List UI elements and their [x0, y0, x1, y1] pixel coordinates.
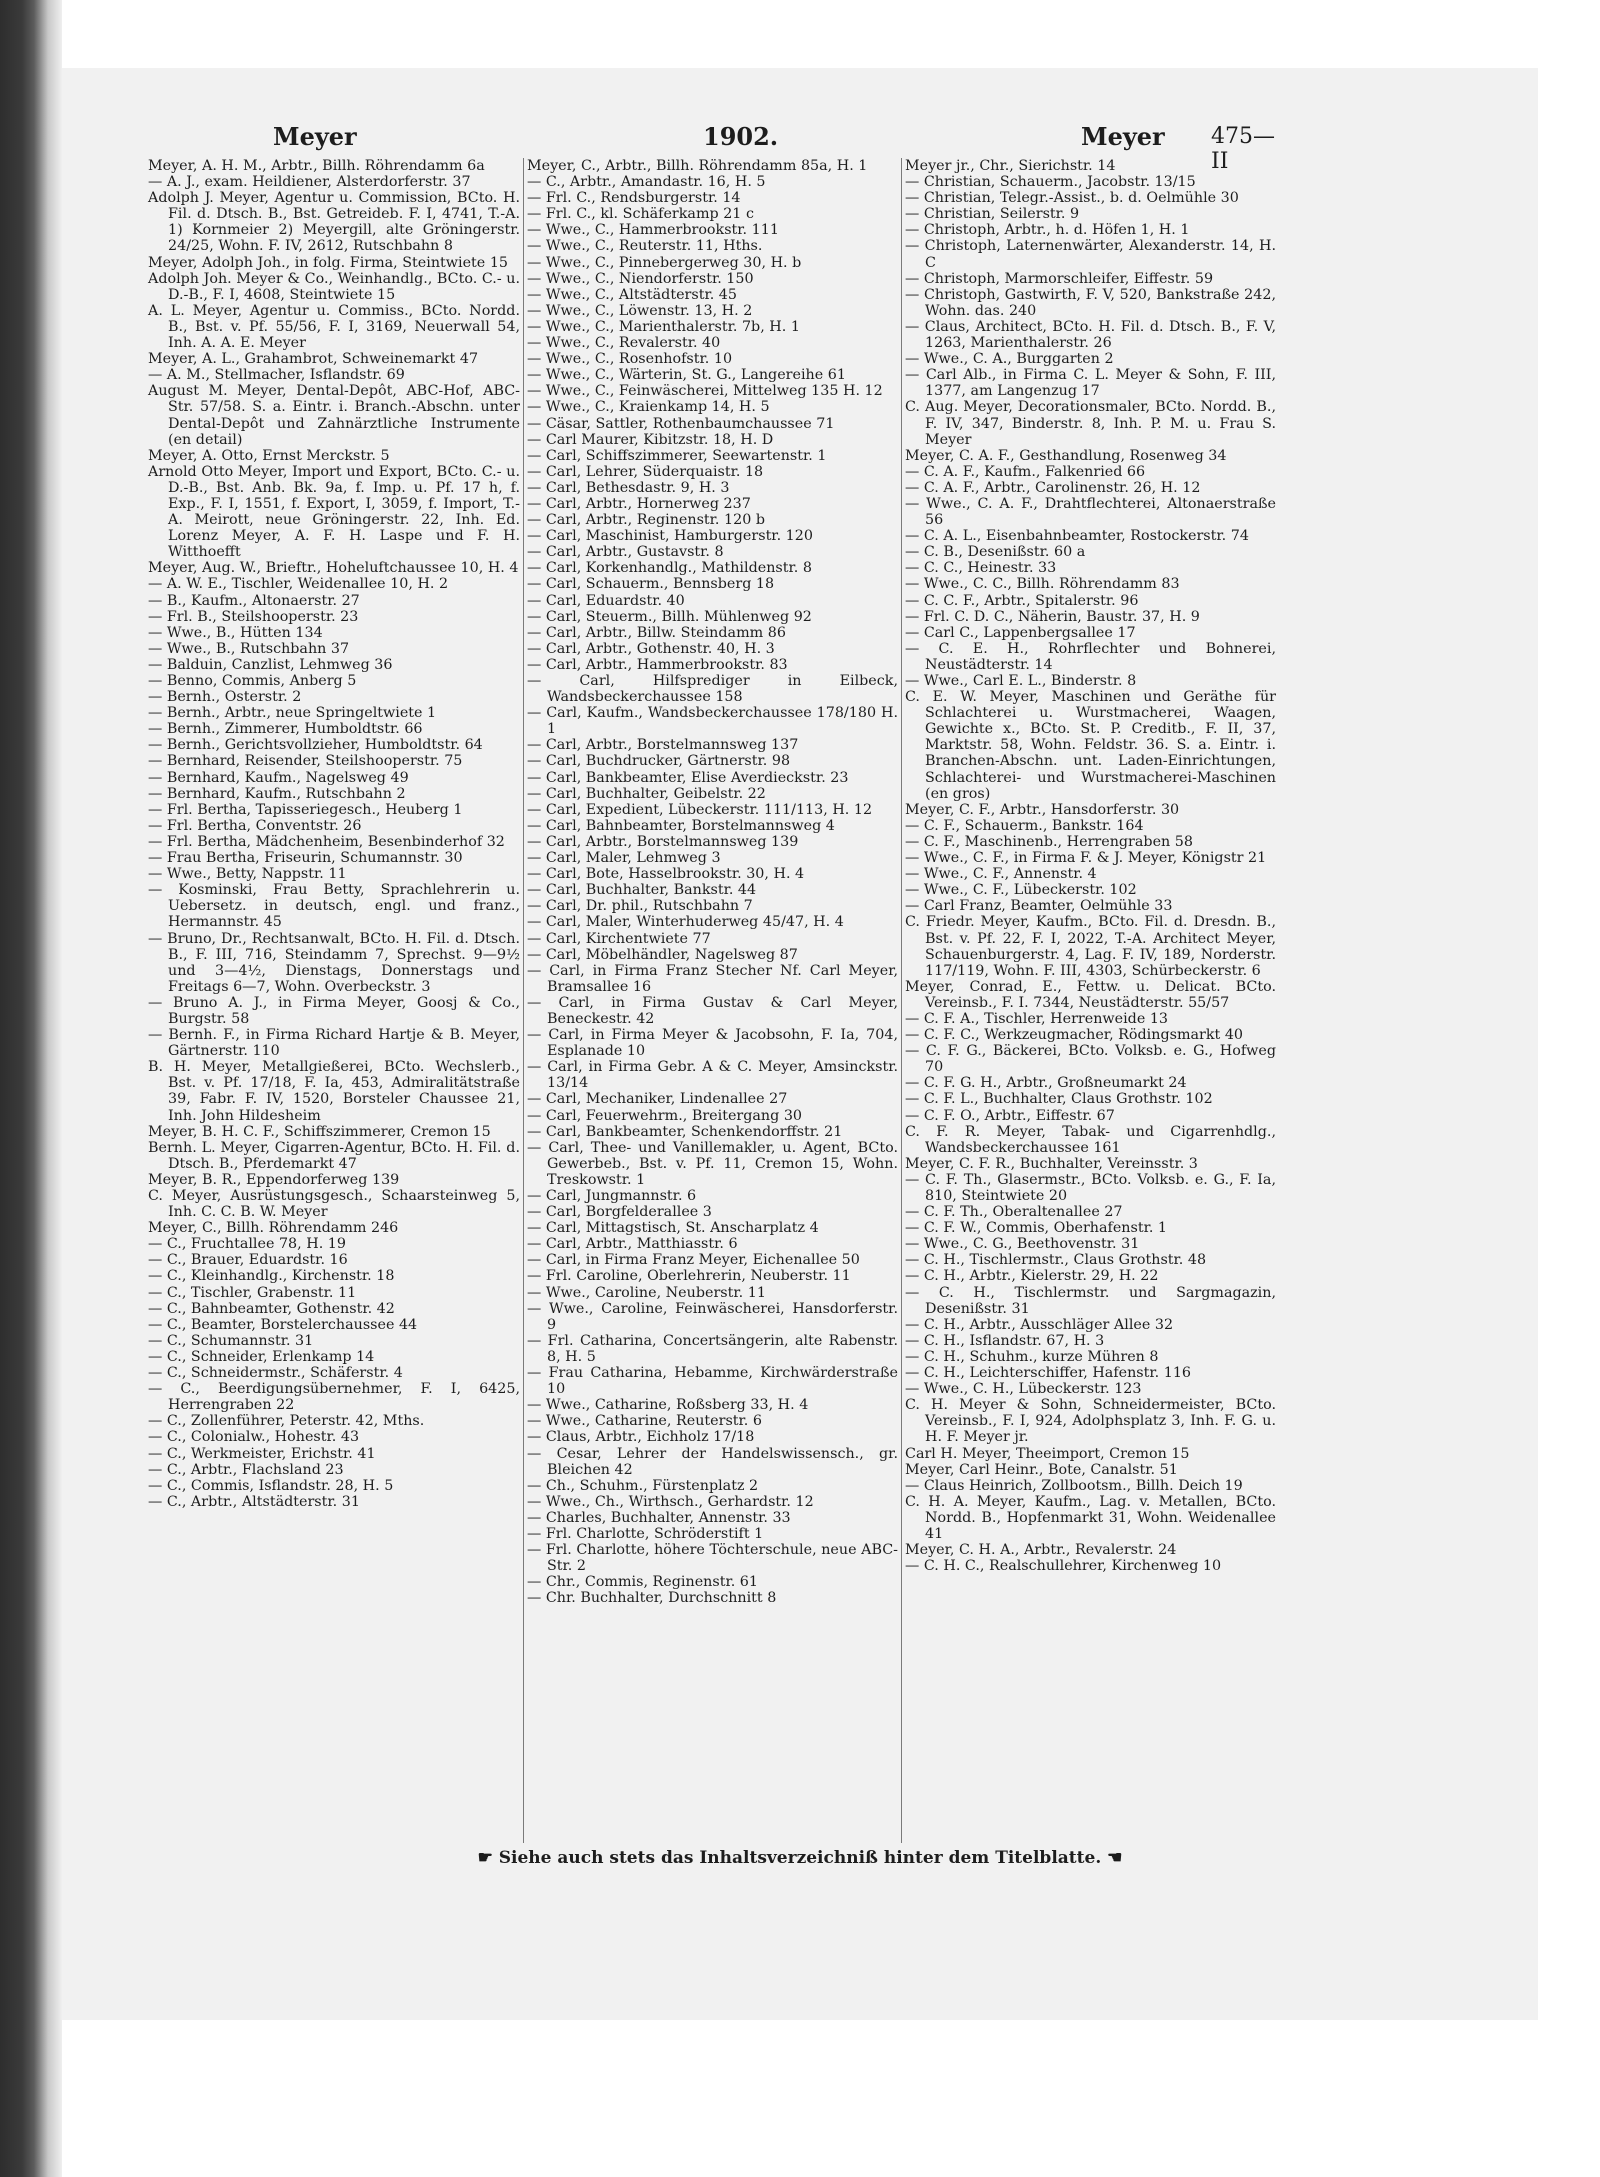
directory-entry: — Carl, Maler, Lehmweg 3 [527, 850, 721, 867]
directory-entry: — C. H., Leichterschiffer, Hafenstr. 116 [905, 1365, 1192, 1382]
directory-entry: — C. C., Heinestr. 33 [905, 560, 1057, 577]
directory-columns [145, 158, 1280, 1843]
directory-entry: — Carl, Eduardstr. 40 [527, 592, 685, 609]
directory-entry: — A. W. E., Tischler, Weidenallee 10, H. 2 [148, 576, 449, 593]
directory-entry: Meyer, C., Arbtr., Billh. Röhrendamm 85a, H. 1 [527, 158, 868, 174]
directory-entry: — Carl, Arbtr., Borstelmannsweg 137 [527, 737, 799, 754]
column-2 [523, 158, 901, 1843]
directory-entry: — C., Colonialw., Hohestr. 43 [148, 1429, 360, 1446]
directory-entry: — C. B., Desenißstr. 60 a [905, 544, 1086, 561]
directory-entry: — C., Schneidermstr., Schäferstr. 4 [148, 1365, 403, 1382]
directory-entry: C. F. R. Meyer, Tabak- und Cigarrenhdlg., Wandsbeckerchaussee 161 [905, 1123, 1276, 1156]
directory-entry: — Bernh., Zimmerer, Humboldtstr. 66 [148, 721, 423, 738]
directory-entry: — Carl, Arbtr., Hammerbrookstr. 83 [527, 656, 788, 673]
directory-entry: — B., Kaufm., Altonaerstr. 27 [148, 592, 360, 609]
directory-entry: — Carl, Arbtr., Hornerweg 237 [527, 495, 751, 512]
directory-entry: Meyer, A. H. M., Arbtr., Billh. Röhrendamm 6a [148, 158, 485, 174]
directory-entry: Carl H. Meyer, Theeimport, Cremon 15 [905, 1445, 1190, 1462]
directory-entry: — Wwe., C., Altstädterstr. 45 [527, 286, 737, 303]
directory-entry: — Wwe., C., Pinnebergerweg 30, H. b [527, 254, 802, 271]
directory-entry: — Bernhard, Reisender, Steilshooperstr. 75 [148, 753, 463, 770]
directory-entry: — Frl. Caroline, Oberlehrerin, Neuberstr. 11 [527, 1268, 851, 1285]
directory-entry: — Bernhard, Kaufm., Rutschbahn 2 [148, 785, 406, 802]
directory-entry: — C. C. F., Arbtr., Spitalerstr. 96 [905, 592, 1139, 609]
directory-entry: — Wwe., C., Kraienkamp 14, H. 5 [527, 399, 770, 416]
directory-entry: — C. F. Th., Oberaltenallee 27 [905, 1204, 1123, 1221]
directory-entry: — Carl, Hilfsprediger in Eilbeck, Wandsbeckerchaussee 158 [527, 673, 898, 706]
directory-entry: C. H. A. Meyer, Kaufm., Lag. v. Metallen, BCto. Nordd. B., Hopfenmarkt 31, Wohn. Weidenallee 41 [905, 1493, 1276, 1542]
directory-entry: — Christoph, Marmorschleifer, Eiffestr. 59 [905, 270, 1214, 287]
directory-entry: — C. H. C., Realschullehrer, Kirchenweg 10 [905, 1558, 1222, 1575]
directory-entry: — Ch., Schuhm., Fürstenplatz 2 [527, 1477, 759, 1494]
directory-entry: — Carl, Expedient, Lübeckerstr. 111/113, H. 12 [527, 801, 873, 818]
directory-entry: Meyer, Carl Heinr., Bote, Canalstr. 51 [905, 1461, 1178, 1478]
directory-entry: — Bruno, Dr., Rechtsanwalt, BCto. H. Fil. d. Dtsch. B., F. III, 716, Steindamm 7, Sprechst. 9—9½ und 3—4½, Dienstags, Donnerstags und Freitags 6—7, Wohn. Overbeckstr. 3 [148, 930, 520, 995]
directory-entry: — C. F. L., Buchhalter, Claus Grothstr. 102 [905, 1091, 1213, 1108]
directory-entry: — Carl, Arbtr., Matthiasstr. 6 [527, 1236, 738, 1253]
directory-entry: — Christoph, Laternenwärter, Alexanderstr. 14, H. C [905, 238, 1276, 271]
directory-entry: — Frl. Charlotte, Schröderstift 1 [527, 1525, 764, 1542]
directory-entry: — Carl, Buchhalter, Geibelstr. 22 [527, 785, 766, 802]
directory-entry: — Bernh., Gerichtsvollzieher, Humboldtstr. 64 [148, 737, 483, 754]
directory-entry: — Bruno A. J., in Firma Meyer, Goosj & Co., Burgstr. 58 [148, 994, 520, 1027]
directory-entry: — Carl, Bankbeamter, Schenkendorffstr. 21 [527, 1123, 843, 1140]
header-center: 1902. [703, 122, 779, 151]
directory-entry: — C. A. L., Eisenbahnbeamter, Rostockerstr. 74 [905, 528, 1249, 545]
directory-entry: — Wwe., C., Wärterin, St. G., Langereihe 61 [527, 367, 846, 384]
directory-entry: — Carl, Thee- und Vanillemakler, u. Agent, BCto. Gewerbeb., Bst. v. Pf. 11, Cremon 15, Wohn. Treskowstr. 1 [527, 1139, 898, 1188]
directory-entry: — Claus, Architect, BCto. H. Fil. d. Dtsch. B., F. V, 1263, Marienthalerstr. 26 [905, 318, 1276, 352]
directory-entry: — Carl, Buchdrucker, Gärtnerstr. 98 [527, 753, 791, 770]
directory-entry: — Carl, Feuerwehrm., Breitergang 30 [527, 1107, 803, 1124]
directory-entry: Meyer jr., Chr., Sierichstr. 14 [905, 158, 1116, 174]
directory-entry: — Wwe., C. A., Burggarten 2 [905, 351, 1114, 368]
directory-entry: — Carl, Bahnbeamter, Borstelmannsweg 4 [527, 817, 835, 834]
directory-entry: — Wwe., C., Niendorferstr. 150 [527, 270, 754, 287]
directory-entry: — Wwe., C. F., Lübeckerstr. 102 [905, 882, 1137, 899]
page-number: 475—II [1211, 124, 1275, 174]
directory-entry: — Carl, Korkenhandlg., Mathildenstr. 8 [527, 560, 812, 577]
scan-edge [0, 0, 62, 2177]
directory-entry: C. H. Meyer & Sohn, Schneidermeister, BCto. Vereinsb., F. I, 924, Adolphsplatz 3, Inh. F. G. u. H. F. Meyer jr. [905, 1397, 1276, 1446]
directory-entry: — C., Commis, Isflandstr. 28, H. 5 [148, 1477, 394, 1494]
column-1 [145, 158, 523, 1843]
directory-entry: Meyer, C. F. R., Buchhalter, Vereinsstr. 3 [905, 1155, 1198, 1172]
directory-entry: — C., Beamter, Borstelerchaussee 44 [148, 1316, 418, 1333]
directory-entry: — Wwe., C., Hammerbrookstr. 111 [527, 222, 779, 239]
directory-entry: — C. F. W., Commis, Oberhafenstr. 1 [905, 1220, 1168, 1237]
directory-entry: Bernh. L. Meyer, Cigarren-Agentur, BCto. H. Fil. d. Dtsch. B., Pferdemarkt 47 [148, 1139, 520, 1172]
directory-entry: — C., Fruchtallee 78, H. 19 [148, 1236, 346, 1253]
directory-entry: — Carl Maurer, Kibitzstr. 18, H. D [527, 431, 774, 448]
directory-entry: — C. F. G. H., Arbtr., Großneumarkt 24 [905, 1075, 1187, 1092]
directory-entry: — Benno, Commis, Anberg 5 [148, 673, 357, 689]
directory-entry: — Carl, Schauerm., Bennsberg 18 [527, 576, 775, 593]
directory-entry: Meyer, A. L., Grahambrot, Schweinemarkt 47 [148, 351, 479, 368]
directory-entry: — Frl. C., Rendsburgerstr. 14 [527, 190, 741, 207]
directory-entry: — Wwe., C., Reuterstr. 11, Hths. [527, 238, 763, 255]
directory-entry: — Wwe., C. F., in Firma F. & J. Meyer, Königstr 21 [905, 850, 1267, 867]
directory-entry: Meyer, B. H. C. F., Schiffszimmerer, Cremon 15 [148, 1123, 491, 1140]
directory-entry: — Carl, Buchhalter, Bankstr. 44 [527, 882, 757, 899]
directory-entry: — C., Tischler, Grabenstr. 11 [148, 1284, 357, 1301]
directory-entry: — Wwe., B., Hütten 134 [148, 624, 323, 641]
directory-entry: — Wwe., Caroline, Feinwäscherei, Hansdorferstr. 9 [527, 1300, 898, 1333]
directory-entry: — Wwe., C., Rosenhofstr. 10 [527, 351, 733, 368]
directory-entry: — C. F. O., Arbtr., Eiffestr. 67 [905, 1107, 1115, 1124]
directory-entry: Meyer, Aug. W., Brieftr., Hoheluftchaussee 10, H. 4 [148, 560, 519, 577]
directory-entry: Meyer, Adolph Joh., in folg. Firma, Steintwiete 15 [148, 254, 509, 271]
directory-entry: — C. H., Isflandstr. 67, H. 3 [905, 1332, 1105, 1349]
directory-entry: — C. A. F., Kaufm., Falkenried 66 [905, 463, 1146, 480]
directory-entry: Meyer, C. H. A., Arbtr., Revalerstr. 24 [905, 1542, 1177, 1559]
directory-entry: — Frl. C. D. C., Näherin, Baustr. 37, H. 9 [905, 608, 1200, 625]
directory-entry: — Carl, Arbtr., Billw. Steindamm 86 [527, 624, 786, 641]
directory-entry: — Claus Heinrich, Zollbootsm., Billh. Deich 19 [905, 1477, 1243, 1494]
directory-entry: — Frau Catharina, Hebamme, Kirchwärderstraße 10 [527, 1365, 898, 1398]
directory-entry: — Frl. Bertha, Mädchenheim, Besenbinderhof 32 [148, 833, 505, 850]
directory-entry: C. Meyer, Ausrüstungsgesch., Schaarsteinweg 5, Inh. C. C. B. W. Meyer [148, 1188, 520, 1221]
directory-entry: — Carl, Mechaniker, Lindenallee 27 [527, 1091, 788, 1108]
directory-entry: Meyer, A. Otto, Ernst Merckstr. 5 [148, 447, 390, 464]
directory-entry: — C. F., Maschinenb., Herrengraben 58 [905, 833, 1193, 850]
directory-entry: — Carl, Maler, Winterhuderweg 45/47, H. 4 [527, 914, 844, 931]
directory-entry: — Carl, Mittagstisch, St. Anscharplatz 4 [527, 1220, 819, 1237]
directory-entry: — C. H., Arbtr., Kielerstr. 29, H. 22 [905, 1268, 1159, 1285]
directory-entry: — Bernh. F., in Firma Richard Hartje & B. Meyer, Gärtnerstr. 110 [148, 1027, 520, 1060]
directory-entry: — C., Zollenführer, Peterstr. 42, Mths. [148, 1413, 425, 1430]
directory-entry: — C., Arbtr., Altstädterstr. 31 [148, 1493, 360, 1510]
directory-entry: — Carl, Lehrer, Süderquaistr. 18 [527, 463, 764, 480]
directory-entry: — Wwe., C. G., Beethovenstr. 31 [905, 1236, 1140, 1253]
directory-entry: — Claus, Arbtr., Eichholz 17/18 [527, 1429, 755, 1446]
directory-entry: Meyer, Conrad, E., Fettw. u. Delicat. BCto. Vereinsb., F. I. 7344, Neustädterstr. 55/57 [905, 978, 1276, 1011]
directory-entry: Arnold Otto Meyer, Import und Export, BCto. C.- u. D.-B., Bst. Anb. Bk. 9a, f. Imp. u. Pf. 17 h, f. Exp., F. I, 1551, f. Export, I, 3059, f. Import, T.-A. Meirott, neue Gröningerstr. 22, Inh. Ed. Lorenz Meyer, A. F. H. Laspe und F. H. Witthoefft [148, 463, 520, 561]
directory-entry: — Frl. C., kl. Schäferkamp 21 c [527, 206, 754, 223]
directory-entry: C. Aug. Meyer, Decorationsmaler, BCto. Nordd. B., F. IV, 347, Binderstr. 8, Inh. P. M. u. Frau S. Meyer [905, 399, 1276, 448]
directory-entry: Meyer, C., Billh. Röhrendamm 246 [148, 1220, 399, 1237]
directory-entry: — Chr. Buchhalter, Durchschnitt 8 [527, 1590, 777, 1607]
directory-entry: — Bernh., Osterstr. 2 [148, 689, 302, 706]
directory-entry: Meyer, C. A. F., Gesthandlung, Rosenweg 34 [905, 447, 1227, 464]
directory-entry: Meyer, B. R., Eppendorferweg 139 [148, 1171, 400, 1188]
directory-entry: — Frau Bertha, Friseurin, Schumannstr. 30 [148, 850, 463, 867]
directory-entry: Meyer, C. F., Arbtr., Hansdorferstr. 30 [905, 801, 1180, 818]
directory-entry: — Frl. Bertha, Conventstr. 26 [148, 817, 362, 834]
directory-entry: — Carl, Bethesdastr. 9, H. 3 [527, 479, 730, 496]
directory-entry: — C. H., Tischlermstr., Claus Grothstr. 48 [905, 1252, 1207, 1269]
directory-entry: — Bernhard, Kaufm., Nagelsweg 49 [148, 769, 409, 786]
directory-entry: A. L. Meyer, Agentur u. Commiss., BCto. Nordd. B., Bst. v. Pf. 55/56, F. I, 3169, Neuerwall 54, Inh. A. A. E. Meyer [148, 302, 520, 352]
directory-entry: — Balduin, Canzlist, Lehmweg 36 [148, 656, 393, 673]
directory-entry: — C. F., Schauerm., Bankstr. 164 [905, 817, 1144, 834]
directory-entry: — Christian, Schauerm., Jacobstr. 13/15 [905, 174, 1196, 191]
directory-entry: — Bernh., Arbtr., neue Springeltwiete 1 [148, 705, 437, 722]
directory-entry: — Carl, in Firma Gustav & Carl Meyer, Beneckestr. 42 [527, 994, 898, 1027]
directory-entry: — C. F. A., Tischler, Herrenweide 13 [905, 1010, 1169, 1027]
directory-entry: — Wwe., C., Marienthalerstr. 7b, H. 1 [527, 318, 800, 335]
directory-entry: — C. H., Arbtr., Ausschläger Allee 32 [905, 1316, 1174, 1333]
directory-entry: — Carl, Arbtr., Reginenstr. 120 b [527, 512, 765, 529]
directory-entry: — Carl, Borgfelderallee 3 [527, 1204, 712, 1221]
directory-entry: — C., Arbtr., Amandastr. 16, H. 5 [527, 174, 766, 191]
directory-entry: C. E. W. Meyer, Maschinen und Geräthe für Schlachterei u. Wurstmacherei, Waagen, Gewichte x., BCto. St. P. Creditb., F. II, 37, Marktstr. 58, Wohn. Feldstr. 36. S. a. Eintr. i. Branchen-Abschn. unt. Laden-Einrichtungen, Schlachterei- und Wurstmacherei-Maschinen (en gros) [905, 689, 1276, 802]
directory-entry: — Chr., Commis, Reginenstr. 61 [527, 1574, 758, 1591]
directory-entry: — Wwe., C. A. F., Drahtflechterei, Altonaerstraße 56 [905, 495, 1276, 529]
directory-entry: — C., Schneider, Erlenkamp 14 [148, 1348, 375, 1365]
directory-entry: — Christoph, Gastwirth, F. V, 520, Bankstraße 242, Wohn. das. 240 [905, 286, 1276, 319]
directory-entry: — Wwe., C. C., Billh. Röhrendamm 83 [905, 576, 1180, 593]
directory-entry: — Carl, Schiffszimmerer, Seewartenstr. 1 [527, 447, 827, 464]
directory-entry: — C. H., Schuhm., kurze Mühren 8 [905, 1348, 1159, 1365]
directory-entry: — Wwe., Caroline, Neuberstr. 11 [527, 1284, 766, 1301]
header-right: Meyer [1081, 122, 1165, 151]
directory-entry: — Charles, Buchhalter, Annenstr. 33 [527, 1509, 791, 1526]
directory-entry: — Wwe., Catharine, Reuterstr. 6 [527, 1413, 762, 1430]
directory-entry: — Carl, Arbtr., Gothenstr. 40, H. 3 [527, 640, 775, 657]
directory-entry: — Carl, in Firma Franz Stecher Nf. Carl Meyer, Bramsallee 16 [527, 962, 898, 995]
directory-entry: C. Friedr. Meyer, Kaufm., BCto. Fil. d. Dresdn. B., Bst. v. Pf. 22, F. I, 2022, T.-A. Architect Meyer, Schauenburgerstr. 4, Lag. F. IV, 189, Norderstr. 117/119, Wohn. F. III, 4303, Schürbeckerstr. 6 [905, 914, 1276, 979]
directory-entry: — Cäsar, Sattler, Rothenbaumchaussee 71 [527, 415, 835, 432]
directory-entry: — Carl, Möbelhändler, Nagelsweg 87 [527, 946, 798, 963]
directory-entry: — Wwe., C., Löwenstr. 13, H. 2 [527, 302, 753, 319]
directory-entry: — C., Werkmeister, Erichstr. 41 [148, 1445, 376, 1462]
directory-entry: — Carl, Steuerm., Billh. Mühlenweg 92 [527, 608, 812, 625]
directory-entry: — Kosminski, Frau Betty, Sprachlehrerin u. Uebersetz. in deutsch, engl. und franz., Hermannstr. 45 [148, 882, 520, 931]
directory-entry: — C., Kleinhandlg., Kirchenstr. 18 [148, 1268, 395, 1285]
column-3 [901, 158, 1279, 1843]
directory-entry: — Wwe., C. H., Lübeckerstr. 123 [905, 1381, 1142, 1398]
directory-entry: — Frl. B., Steilshooperstr. 23 [148, 608, 359, 625]
directory-entry: — C. F. Th., Glasermstr., BCto. Volksb. e. G., F. Ia, 810, Steintwiete 20 [905, 1171, 1276, 1204]
directory-entry: — Carl, Kirchentwiete 77 [527, 930, 711, 947]
directory-entry: — Wwe., C., Feinwäscherei, Mittelweg 135 H. 12 [527, 383, 883, 400]
directory-entry: — Wwe., Betty, Nappstr. 11 [148, 866, 347, 883]
directory-entry: Adolph Joh. Meyer & Co., Weinhandlg., BCto. C.- u. D.-B., F. I, 4608, Steintwiete 15 [148, 270, 520, 303]
directory-entry: August M. Meyer, Dental-Depôt, ABC-Hof, ABC-Str. 57/58. S. a. Eintr. i. Branch.-Abschn. unter Dental-Depôt und Zahnärztliche Instrumente (en detail) [148, 383, 520, 448]
directory-entry: — C., Bahnbeamter, Gothenstr. 42 [148, 1300, 395, 1317]
header-left: Meyer [273, 122, 357, 151]
directory-entry: Adolph J. Meyer, Agentur u. Commission, BCto. H. Fil. d. Dtsch. B., Bst. Getreideb. F. I, 4741, T.-A. 1) Kornmeier 2) Meyergill, alte Gröningerstr. 24/25, Wohn. F. IV, 2612, Rutschbahn 8 [148, 190, 520, 255]
directory-entry: — Carl Franz, Beamter, Oelmühle 33 [905, 898, 1173, 915]
directory-entry: — C. E. H., Rohrflechter und Bohnerei, Neustädterstr. 14 [905, 640, 1276, 673]
directory-entry: — Carl, Arbtr., Borstelmannsweg 139 [527, 833, 799, 850]
directory-entry: — Carl Alb., in Firma C. L. Meyer & Sohn, F. III, 1377, am Langenzug 17 [905, 367, 1276, 400]
directory-entry: — Wwe., C., Revalerstr. 40 [527, 335, 721, 352]
directory-entry: — Carl, in Firma Gebr. A & C. Meyer, Amsinckstr. 13/14 [527, 1059, 898, 1092]
directory-entry: B. H. Meyer, Metallgießerei, BCto. Wechslerb., Bst. v. Pf. 17/18, F. Ia, 453, Admiralitätstraße 39, Fabr. F. IV, 1520, Borsteler Chaussee 21, Inh. John Hildesheim [148, 1059, 520, 1124]
directory-entry: — C. F. C., Werkzeugmacher, Rödingsmarkt 40 [905, 1027, 1244, 1044]
directory-entry: — Frl. Catharina, Concertsängerin, alte Rabenstr. 8, H. 5 [527, 1332, 898, 1365]
footer-note: ☛ Siehe auch stets das Inhaltsverzeichniß hinter dem Titelblatte. ☚ [477, 1848, 1123, 1868]
directory-entry: — Wwe., C. F., Annenstr. 4 [905, 866, 1097, 883]
directory-entry: — Frl. Charlotte, höhere Töchterschule, neue ABC-Str. 2 [527, 1542, 898, 1575]
directory-entry: — Carl, Maschinist, Hamburgerstr. 120 [527, 528, 813, 545]
directory-entry: — Wwe., Catharine, Roßsberg 33, H. 4 [527, 1397, 809, 1414]
directory-entry: — Christoph, Arbtr., h. d. Höfen 1, H. 1 [905, 222, 1190, 239]
directory-entry: — Carl, Bankbeamter, Elise Averdieckstr. 23 [527, 769, 849, 786]
directory-entry: — Christian, Seilerstr. 9 [905, 206, 1080, 223]
directory-entry: — Carl, Arbtr., Gustavstr. 8 [527, 544, 724, 561]
directory-entry: — C., Schumannstr. 31 [148, 1332, 314, 1349]
directory-entry: — C. H., Tischlermstr. und Sargmagazin, Desenißstr. 31 [905, 1284, 1276, 1317]
directory-entry: — Wwe., Ch., Wirthsch., Gerhardstr. 12 [527, 1493, 814, 1510]
directory-entry: — C. A. F., Arbtr., Carolinenstr. 26, H. 12 [905, 479, 1201, 496]
directory-entry: — Carl, Dr. phil., Rutschbahn 7 [527, 898, 753, 915]
directory-entry: — C., Beerdigungsübernehmer, F. I, 6425, Herrengraben 22 [148, 1381, 520, 1414]
directory-entry: — C., Brauer, Eduardstr. 16 [148, 1252, 348, 1269]
directory-entry: — A. J., exam. Heildiener, Alsterdorferstr. 37 [148, 174, 471, 191]
directory-entry: — C. F. G., Bäckerei, BCto. Volksb. e. G., Hofweg 70 [905, 1043, 1276, 1076]
directory-entry: — Wwe., B., Rutschbahn 37 [148, 640, 350, 657]
directory-entry: — Carl, in Firma Franz Meyer, Eichenallee 50 [527, 1252, 860, 1269]
directory-entry: — Cesar, Lehrer der Handelswissensch., gr. Bleichen 42 [527, 1445, 898, 1478]
directory-entry: — Carl, Jungmannstr. 6 [527, 1188, 697, 1204]
directory-entry: — C., Arbtr., Flachsland 23 [148, 1461, 344, 1478]
directory-entry: — Carl, Kaufm., Wandsbeckerchaussee 178/180 H. 1 [527, 705, 898, 738]
directory-entry: — Christian, Telegr.-Assist., b. d. Oelmühle 30 [905, 190, 1239, 207]
directory-entry: — A. M., Stellmacher, Isflandstr. 69 [148, 367, 405, 384]
directory-entry: — Carl, in Firma Meyer & Jacobsohn, F. Ia, 704, Esplanade 10 [527, 1027, 898, 1060]
directory-entry: — Carl, Bote, Hasselbrookstr. 30, H. 4 [527, 866, 805, 883]
directory-entry: — Carl C., Lappenbergsallee 17 [905, 624, 1136, 641]
directory-entry: — Frl. Bertha, Tapisseriegesch., Heuberg 1 [148, 801, 463, 818]
directory-entry: — Wwe., Carl E. L., Binderstr. 8 [905, 673, 1137, 689]
